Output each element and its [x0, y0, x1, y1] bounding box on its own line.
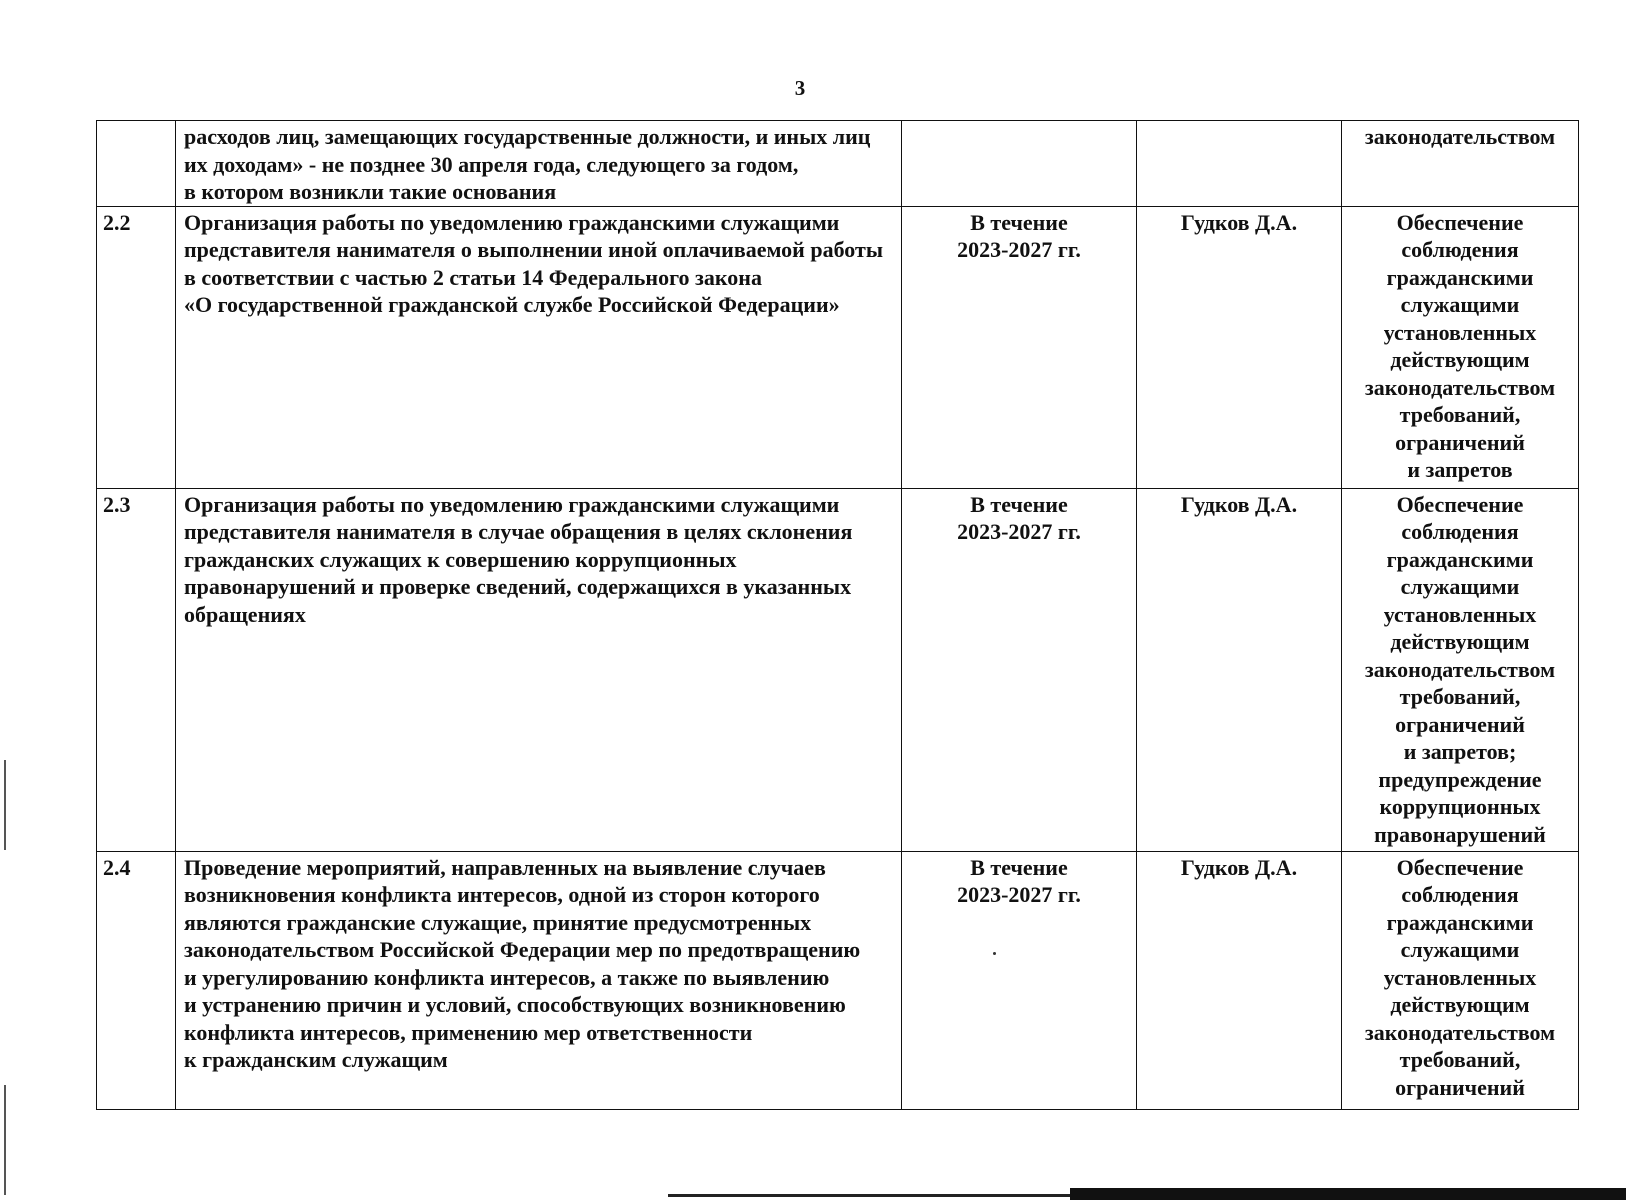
- description-line: являются гражданские служащие, принятие предусмотренных: [184, 909, 812, 935]
- item-number: 2.4: [97, 851, 176, 1109]
- description-line: Проведение мероприятий, направленных на выявление случаев: [184, 854, 826, 880]
- result-line: действующим: [1390, 992, 1530, 1017]
- term-line: 2023-2027 гг.: [957, 519, 1081, 544]
- item-number: 2.3: [97, 488, 176, 851]
- measure-description: [176, 121, 902, 207]
- scan-bottom-bar: [1070, 1188, 1626, 1200]
- description-line: конфликта интересов, применению мер ответственности: [184, 1019, 753, 1045]
- table-row: [97, 206, 1579, 488]
- description-line: возникновения конфликта интересов, одной из сторон которого: [184, 882, 820, 907]
- scan-edge-mark: [4, 760, 6, 850]
- result-line: предупреждение: [1378, 766, 1542, 792]
- responsible-person: Гудков Д.А.: [1137, 851, 1342, 1109]
- execution-term: [902, 851, 1137, 1109]
- result-line: требований,: [1399, 684, 1521, 709]
- result-line: действующим: [1390, 629, 1530, 654]
- item-number: 2.2: [97, 206, 176, 488]
- term-line: В течение: [970, 854, 1068, 880]
- result-line: соблюдения: [1401, 237, 1519, 262]
- description-line: обращениях: [184, 601, 306, 627]
- result-line: и запретов;: [1403, 739, 1517, 764]
- description-line: законодательством Российской Федерации мер по предотвращению: [184, 937, 861, 962]
- description-line: и урегулированию конфликта интересов, а также по выявлению: [184, 964, 830, 990]
- result-line: Обеспечение: [1396, 491, 1524, 517]
- measures-table: [96, 120, 1579, 1110]
- term-line: В течение: [970, 491, 1068, 517]
- description-line: Организация работы по уведомлению гражданскими служащими: [184, 491, 840, 517]
- table-row: [97, 121, 1579, 207]
- description-line: в котором возникли такие основания: [184, 179, 557, 204]
- result-line: Обеспечение: [1396, 854, 1524, 880]
- result-line: служащими: [1400, 574, 1520, 599]
- result-line: правонарушений: [1374, 821, 1546, 847]
- execution-term: [902, 488, 1137, 851]
- expected-result: [1342, 121, 1579, 207]
- result-line: соблюдения: [1401, 519, 1519, 544]
- result-line: требований,: [1399, 1047, 1521, 1072]
- page-number: 3: [794, 76, 806, 100]
- expected-result: [1342, 851, 1579, 1109]
- description-line: их доходам» - не позднее 30 апреля года, следующего за годом,: [184, 151, 799, 177]
- result-line: ограничений: [1395, 711, 1525, 737]
- execution-term: [902, 121, 1137, 207]
- result-line: гражданскими: [1386, 909, 1534, 935]
- result-line: законодательством: [1364, 656, 1556, 682]
- responsible-person: Гудков Д.А.: [1137, 206, 1342, 488]
- result-line: Обеспечение: [1396, 209, 1524, 235]
- result-line: коррупционных: [1379, 794, 1541, 819]
- description-line: к гражданским служащим: [184, 1047, 448, 1072]
- description-line: гражданских служащих к совершению коррупционных: [184, 546, 737, 572]
- result-line: требований,: [1399, 402, 1521, 427]
- responsible-person: [1137, 121, 1342, 207]
- result-line: законодательством: [1364, 374, 1556, 400]
- description-line: представителя нанимателя о выполнении иной оплачиваемой работы: [184, 237, 883, 262]
- result-line: законодательством: [1364, 124, 1556, 149]
- expected-result: [1342, 206, 1579, 488]
- term-line: В течение: [970, 209, 1068, 235]
- result-line: ограничений: [1395, 429, 1525, 455]
- description-line: «О государственной гражданской службе Российской Федерации»: [184, 292, 840, 317]
- term-line: 2023-2027 гг.: [957, 237, 1081, 262]
- item-number: [97, 121, 176, 207]
- scan-edge-mark: [4, 1085, 6, 1195]
- description-line: Организация работы по уведомлению гражданскими служащими: [184, 209, 840, 235]
- result-line: установленных: [1383, 319, 1537, 345]
- result-line: действующим: [1390, 347, 1530, 372]
- scan-speck: [993, 952, 996, 955]
- table-row: [97, 851, 1579, 1109]
- result-line: соблюдения: [1401, 882, 1519, 907]
- expected-result: [1342, 488, 1579, 851]
- execution-term: [902, 206, 1137, 488]
- result-line: законодательством: [1364, 1019, 1556, 1045]
- result-line: установленных: [1383, 601, 1537, 627]
- description-line: и устранению причин и условий, способствующих возникновению: [184, 992, 846, 1017]
- result-line: гражданскими: [1386, 264, 1534, 290]
- result-line: служащими: [1400, 937, 1520, 962]
- scan-bottom-line: [668, 1194, 1072, 1197]
- description-line: в соответствии с частью 2 статьи 14 Федерального закона: [184, 264, 762, 290]
- responsible-person: Гудков Д.А.: [1137, 488, 1342, 851]
- result-line: гражданскими: [1386, 546, 1534, 572]
- measure-description: [176, 206, 902, 488]
- table-row: [97, 488, 1579, 851]
- result-line: служащими: [1400, 292, 1520, 317]
- description-line: правонарушений и проверке сведений, содержащихся в указанных: [184, 574, 852, 599]
- description-line: представителя нанимателя в случае обращения в целях склонения: [184, 519, 853, 544]
- term-line: 2023-2027 гг.: [957, 882, 1081, 907]
- result-line: установленных: [1383, 964, 1537, 990]
- measure-description: [176, 851, 902, 1109]
- description-line: расходов лиц, замещающих государственные должности, и иных лиц: [184, 124, 871, 149]
- result-line: и запретов: [1407, 457, 1513, 482]
- measure-description: [176, 488, 902, 851]
- result-line: ограничений: [1395, 1074, 1525, 1100]
